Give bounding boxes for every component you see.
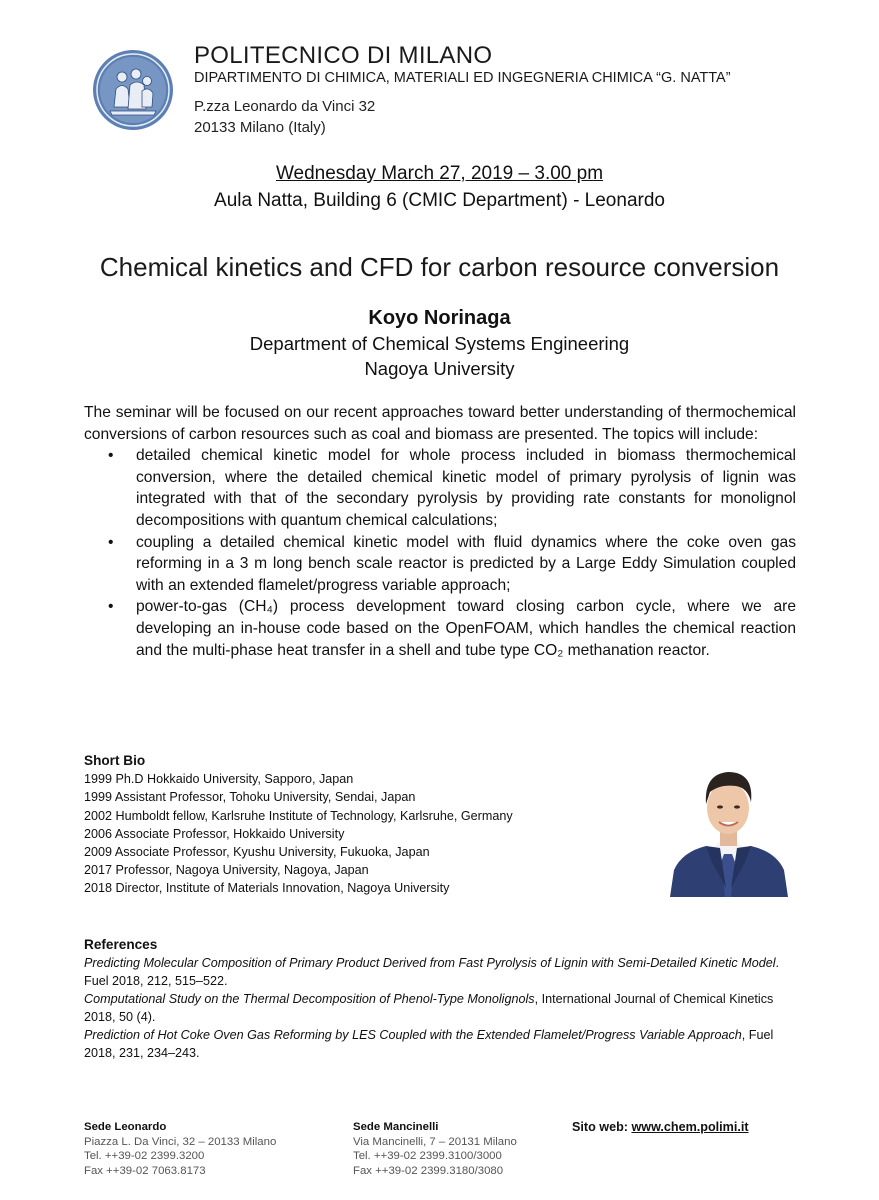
- reference-source: , Fuel 2018, 231, 234–243.: [84, 1028, 774, 1060]
- bio-entry: 1999 Ph.D Hokkaido University, Sapporo, Japan: [84, 772, 354, 787]
- event-date: [0, 163, 879, 185]
- footer-fax: Fax ++39-02 7063.8173: [84, 1164, 206, 1177]
- short-bio: [84, 752, 644, 898]
- bio-heading: Short Bio: [84, 753, 146, 768]
- bullet-icon: •: [108, 598, 114, 616]
- reference-title: Computational Study on the Thermal Decomposition of Phenol-Type Monolignols: [84, 992, 535, 1006]
- topic-text: power-to-gas (CH₄) process development toward closing carbon cycle, where we are developing an in-house code based on the OpenFOAM, which handles the chemical reaction and the multi-phase heat transfer in a shell and tube type CO₂ methanation reactor.: [136, 598, 796, 659]
- website-label: Sito web:: [572, 1120, 632, 1134]
- topic-text: coupling a detailed chemical kinetic model with fluid dynamics where the coke oven gas reforming in a 3 m long bench scale reactor is predicted by a Large Eddy Simulation coupled with an extended flamelet/progress variable approach;: [136, 533, 796, 594]
- university-seal-icon: [92, 49, 174, 131]
- bio-entry: 2006 Associate Professor, Hokkaido University: [84, 826, 345, 841]
- footer-address: Piazza L. Da Vinci, 32 – 20133 Milano: [84, 1135, 277, 1148]
- address-line-2: 20133 Milano (Italy): [194, 119, 326, 136]
- references-heading: References: [84, 937, 158, 952]
- institution-name: POLITECNICO DI MILANO: [194, 42, 493, 69]
- topic-item: [108, 445, 796, 531]
- reference-source: . Fuel 2018, 212, 515–522.: [84, 956, 780, 988]
- footer-website: [572, 1120, 749, 1134]
- bio-entry: 2002 Humboldt fellow, Karlsruhe Institute of Technology, Karlsruhe, Germany: [84, 808, 513, 823]
- reference-title: Predicting Molecular Composition of Primary Product Derived from Fast Pyrolysis of Lignin with Semi-Detailed Kinetic Model: [84, 956, 776, 970]
- bio-entry: 1999 Assistant Professor, Tohoku University, Sendai, Japan: [84, 790, 416, 805]
- bullet-icon: •: [108, 447, 114, 465]
- address-line-1: P.zza Leonardo da Vinci 32: [194, 98, 376, 115]
- footer-address: Via Mancinelli, 7 – 20131 Milano: [353, 1135, 517, 1148]
- topic-item: [108, 596, 796, 661]
- footer-tel: Tel. ++39-02 2399.3200: [84, 1150, 205, 1163]
- bio-entry: 2009 Associate Professor, Kyushu University, Fukuoka, Japan: [84, 845, 430, 860]
- speaker-photo: [668, 762, 789, 897]
- event-date-text: Wednesday March 27, 2019 – 3.00 pm: [275, 163, 604, 184]
- reference-item: [84, 1026, 796, 1062]
- talk-title: Chemical kinetics and CFD for carbon resource conversion: [99, 252, 780, 282]
- footer-fax: Fax ++39-02 2399.3180/3080: [353, 1164, 504, 1177]
- references: [84, 936, 796, 1062]
- bio-entry: 2018 Director, Institute of Materials Innovation, Nagoya University: [84, 881, 450, 896]
- bullet-icon: •: [108, 533, 114, 551]
- reference-item: [84, 954, 796, 990]
- department-name: DIPARTIMENTO DI CHIMICA, MATERIALI ED INGEGNERIA CHIMICA “G. NATTA”: [194, 70, 731, 86]
- footer-sede-mancinelli: [353, 1120, 517, 1178]
- topics-list: [84, 445, 796, 661]
- footer-sede-leonardo: [84, 1120, 276, 1178]
- website-link[interactable]: www.chem.polimi.it: [631, 1120, 749, 1134]
- topic-text: detailed chemical kinetic model for whole process included in biomass thermochemical conversion, where the detailed chemical kinetic model of primary pyrolysis of lignin was integrated with that of the secondary pyrolysis by providing rate constants for monolignol decompositions with quantum chemical calculations;: [136, 447, 796, 529]
- footer-heading: Sede Leonardo: [84, 1121, 167, 1133]
- reference-source: , International Journal of Chemical Kinetics 2018, 50 (4).: [84, 992, 774, 1024]
- event-venue: Aula Natta, Building 6 (CMIC Department) - Leonardo: [214, 190, 665, 211]
- bio-entry: 2017 Professor, Nagoya University, Nagoya, Japan: [84, 863, 369, 878]
- footer-tel: Tel. ++39-02 2399.3100/3000: [353, 1150, 502, 1163]
- speaker-name: Koyo Norinaga: [368, 307, 511, 329]
- topic-item: [108, 532, 796, 597]
- reference-item: [84, 990, 796, 1026]
- speaker-department: Department of Chemical Systems Engineering: [249, 333, 630, 354]
- speaker-university: Nagoya University: [364, 358, 515, 379]
- reference-title: Prediction of Hot Coke Oven Gas Reforming by LES Coupled with the Extended Flamelet/Progress Variable Approach: [84, 1028, 742, 1042]
- abstract-intro: The seminar will be focused on our recent approaches toward better understanding of thermochemical conversions of carbon resources such as coal and biomass are presented. The topics will include:: [84, 404, 796, 443]
- footer-heading: Sede Mancinelli: [353, 1121, 439, 1133]
- abstract: [84, 402, 796, 661]
